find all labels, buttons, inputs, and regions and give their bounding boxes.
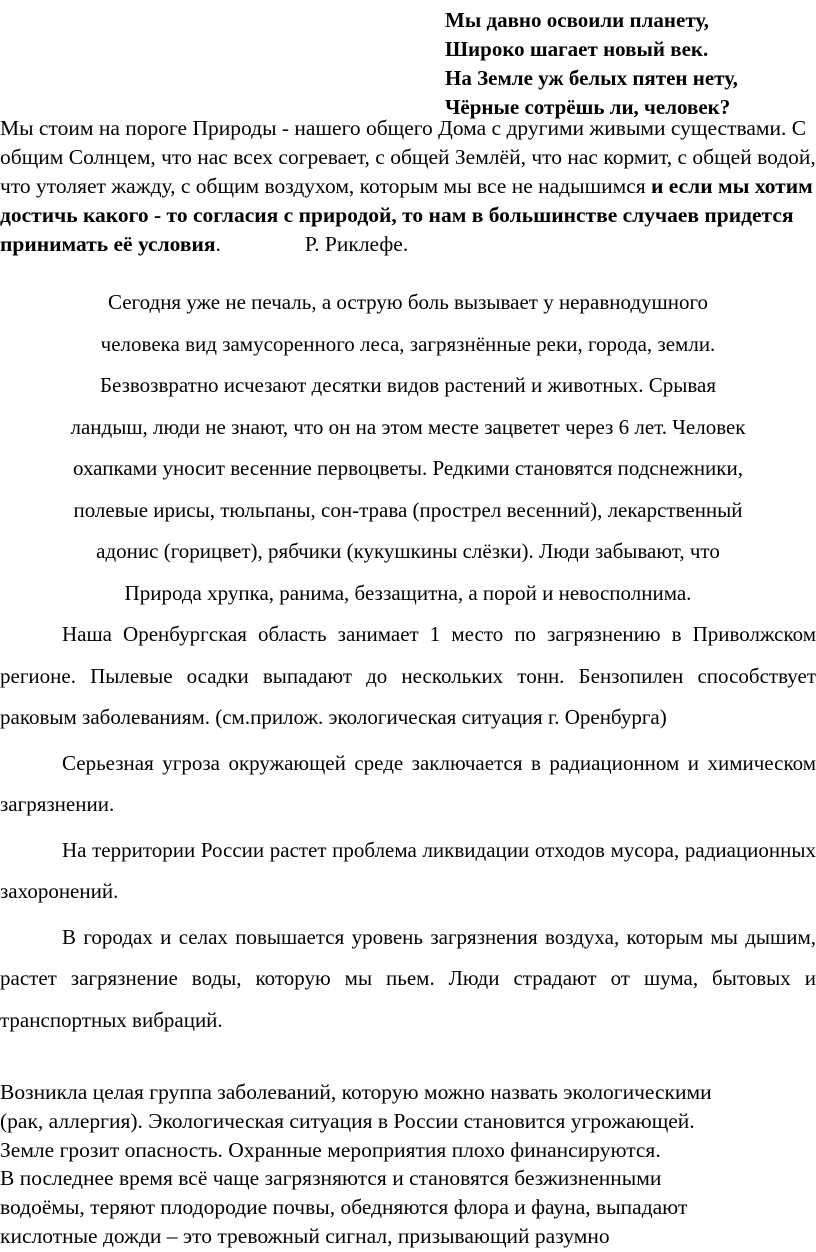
- text-line: В последнее время всё чаще загрязняются и становятся безжизненными: [0, 1166, 662, 1191]
- text-line: охапками уносит весенние первоцветы. Редкими становятся подснежники,: [72, 456, 743, 480]
- quote-epigraph: [0, 114, 816, 259]
- quote-end: .: [215, 232, 221, 256]
- text-line: полевые ирисы, тюльпаны, сон-трава (прострел весенний), лекарственный: [73, 497, 743, 522]
- body-paragraphs: [0, 614, 816, 1041]
- poem-line: На Земле уж белых пятен нету,: [445, 66, 738, 90]
- text-line: водоёмы, теряют плодородие почвы, обедняются флора и фауна, выпадают: [0, 1195, 688, 1220]
- text-line: человека вид замусоренного леса, загрязнённые реки, города, земли.: [100, 331, 716, 356]
- text-line: кислотные дожди – это тревожный сигнал, призывающий разумно: [0, 1223, 610, 1248]
- paragraph-air-water: В городах и селах повышается уровень загрязнения воздуха, которым мы дышим, растет загрязнение воды, которую мы пьем. Люди страдают от шума, бытовых и транспортных вибраций.: [0, 924, 816, 1032]
- poem-line: Мы давно освоили планету,: [445, 8, 710, 32]
- poem-epigraph: [445, 6, 816, 122]
- text-line: Безвозвратно исчезают десятки видов растений и животных. Срывая: [99, 373, 717, 397]
- quote-author: Р. Риклефе.: [304, 232, 409, 256]
- text-line: Природа хрупка, ранима, беззащитна, а порой и невосполнима.: [124, 580, 692, 605]
- poem-line: Широко шагает новый век.: [445, 37, 709, 61]
- paragraph-radiation: Серьезная угроза окружающей среде заключается в радиационном и химическом загрязнении.: [0, 750, 816, 816]
- text-line: (рак, аллергия). Экологическая ситуация в России становится угрожающей.: [0, 1108, 695, 1133]
- quote-text: Мы стоим на пороге Природы - нашего общего Дома с другими живыми существами. С общим Солнцем, что нас всех согревает, с общей Землёй, что нас кормит, с общей водой, что утоляет жажду, с общим воздухом, которым мы все не надышимся: [0, 116, 816, 198]
- poem-line: Чёрные сотрёшь ли, человек?: [445, 95, 731, 119]
- text-line: Сегодня уже не печаль, а острую боль вызывает у неравнодушного: [107, 290, 709, 314]
- text-line: ландыш, люди не знают, что он на этом месте зацветет через 6 лет. Человек: [70, 414, 746, 439]
- centered-paragraph: [0, 282, 816, 614]
- closing-paragraph: [0, 1078, 816, 1251]
- text-line: адонис (горицвет), рябчики (кукушкины слёзки). Люди забывают, что: [96, 539, 720, 563]
- text-line: Земле грозит опасность. Охранные мероприятия плохо финансируются.: [0, 1137, 661, 1162]
- paragraph-orenburg: Наша Оренбургская область занимает 1 место по загрязнению в Приволжском регионе. Пылевые осадки выпадают до нескольких тонн. Бензопилен способствует раковым заболеваниям. (см.прилож. экологическая ситуация г. Оренбурга): [0, 622, 816, 729]
- quote-bold-text: и если мы хотим достичь какого - то согласия с природой, то нам в большинстве случаев придется принимать её условия: [0, 174, 813, 256]
- text-line: Возникла целая группа заболеваний, которую можно назвать экологическими: [0, 1080, 712, 1104]
- paragraph-waste: На территории России растет проблема ликвидации отходов мусора, радиационных захоронений.: [0, 837, 816, 903]
